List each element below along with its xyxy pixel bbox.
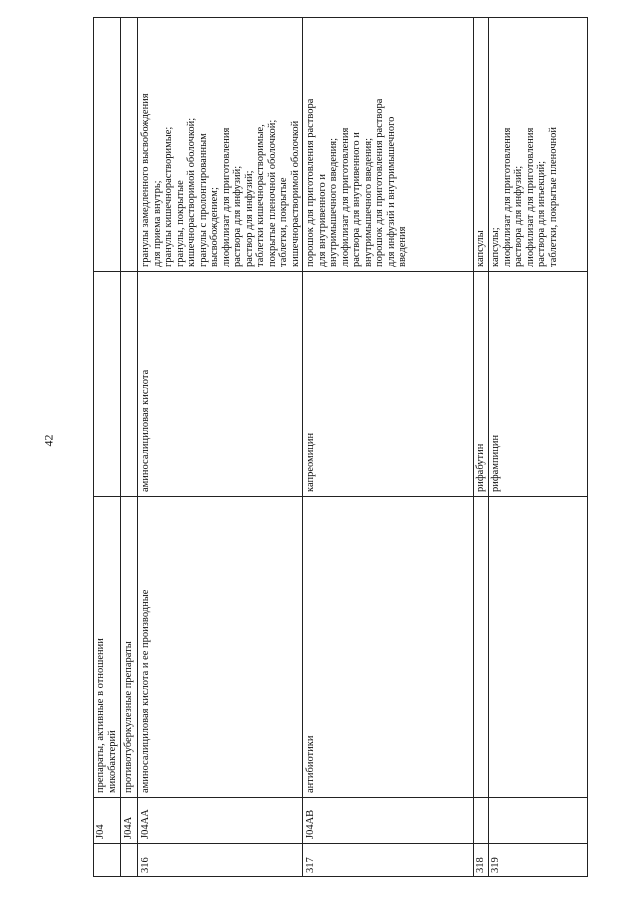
row-number: 316	[140, 857, 151, 873]
row-number: 318	[475, 857, 486, 873]
col-divider	[93, 797, 588, 798]
dosage-forms: капсулы; лиофилизат для приготовления раствора для инфузий; лиофилизат для приготовления раствора для инъекций; таблетки, покрытые пленочной	[490, 126, 559, 267]
drug-name: рифабутин	[475, 443, 486, 492]
atc-code: J04AB	[305, 809, 316, 839]
drug-name: рифампицин	[490, 434, 501, 492]
row-divider	[473, 17, 474, 877]
table-border-right	[93, 17, 588, 18]
row-divider	[137, 17, 138, 877]
atc-code: J04A	[123, 816, 134, 839]
row-divider	[488, 17, 489, 877]
atc-group: противотуберкулезные препараты	[123, 641, 134, 793]
row-number: 319	[490, 857, 501, 873]
atc-group: аминосалициловая кислота и ее производные	[140, 589, 151, 793]
atc-group: антибиотики	[305, 735, 316, 793]
table-border-bottom	[587, 17, 588, 877]
row-divider	[120, 17, 121, 877]
dosage-forms: гранулы замедленного высвобождения для приема внутрь; гранулы кишечнорастворимые; гранулы, покрытые кишечнорастворимой оболочкой; гранулы с пролонгированным высвобождением; лиофилизат для приготовления раствора для инфузий; раствор для инфузий; таблетки кишечнорастворимые, покрытые пленочной оболочкой; таблетки, покрытые кишечнорастворимой оболочкой	[140, 93, 301, 267]
atc-code: J04AA	[140, 809, 151, 839]
row-number: 317	[305, 857, 316, 873]
col-divider	[93, 496, 588, 497]
atc-group: препараты, активные в отношении микобактерий	[95, 638, 118, 793]
atc-code: J04	[95, 824, 106, 839]
table-border-left	[93, 876, 588, 877]
col-divider	[93, 271, 588, 272]
col-divider	[93, 843, 588, 844]
drug-name: капреомицин	[305, 432, 316, 492]
drug-name: аминосалициловая кислота	[140, 369, 151, 492]
row-divider	[302, 17, 303, 877]
table-border-top	[93, 17, 94, 877]
page-number: 42	[41, 434, 56, 447]
dosage-forms: капсулы	[475, 230, 486, 267]
drug-table	[93, 17, 588, 877]
dosage-forms: порошок для приготовления раствора для внутривенного и внутримышечного введения; лиофилизат для приготовления раствора для внутривенного и внутримышечного введения; порошок для приготовления раствора для инфузий и внутримышечного введения	[305, 98, 408, 267]
